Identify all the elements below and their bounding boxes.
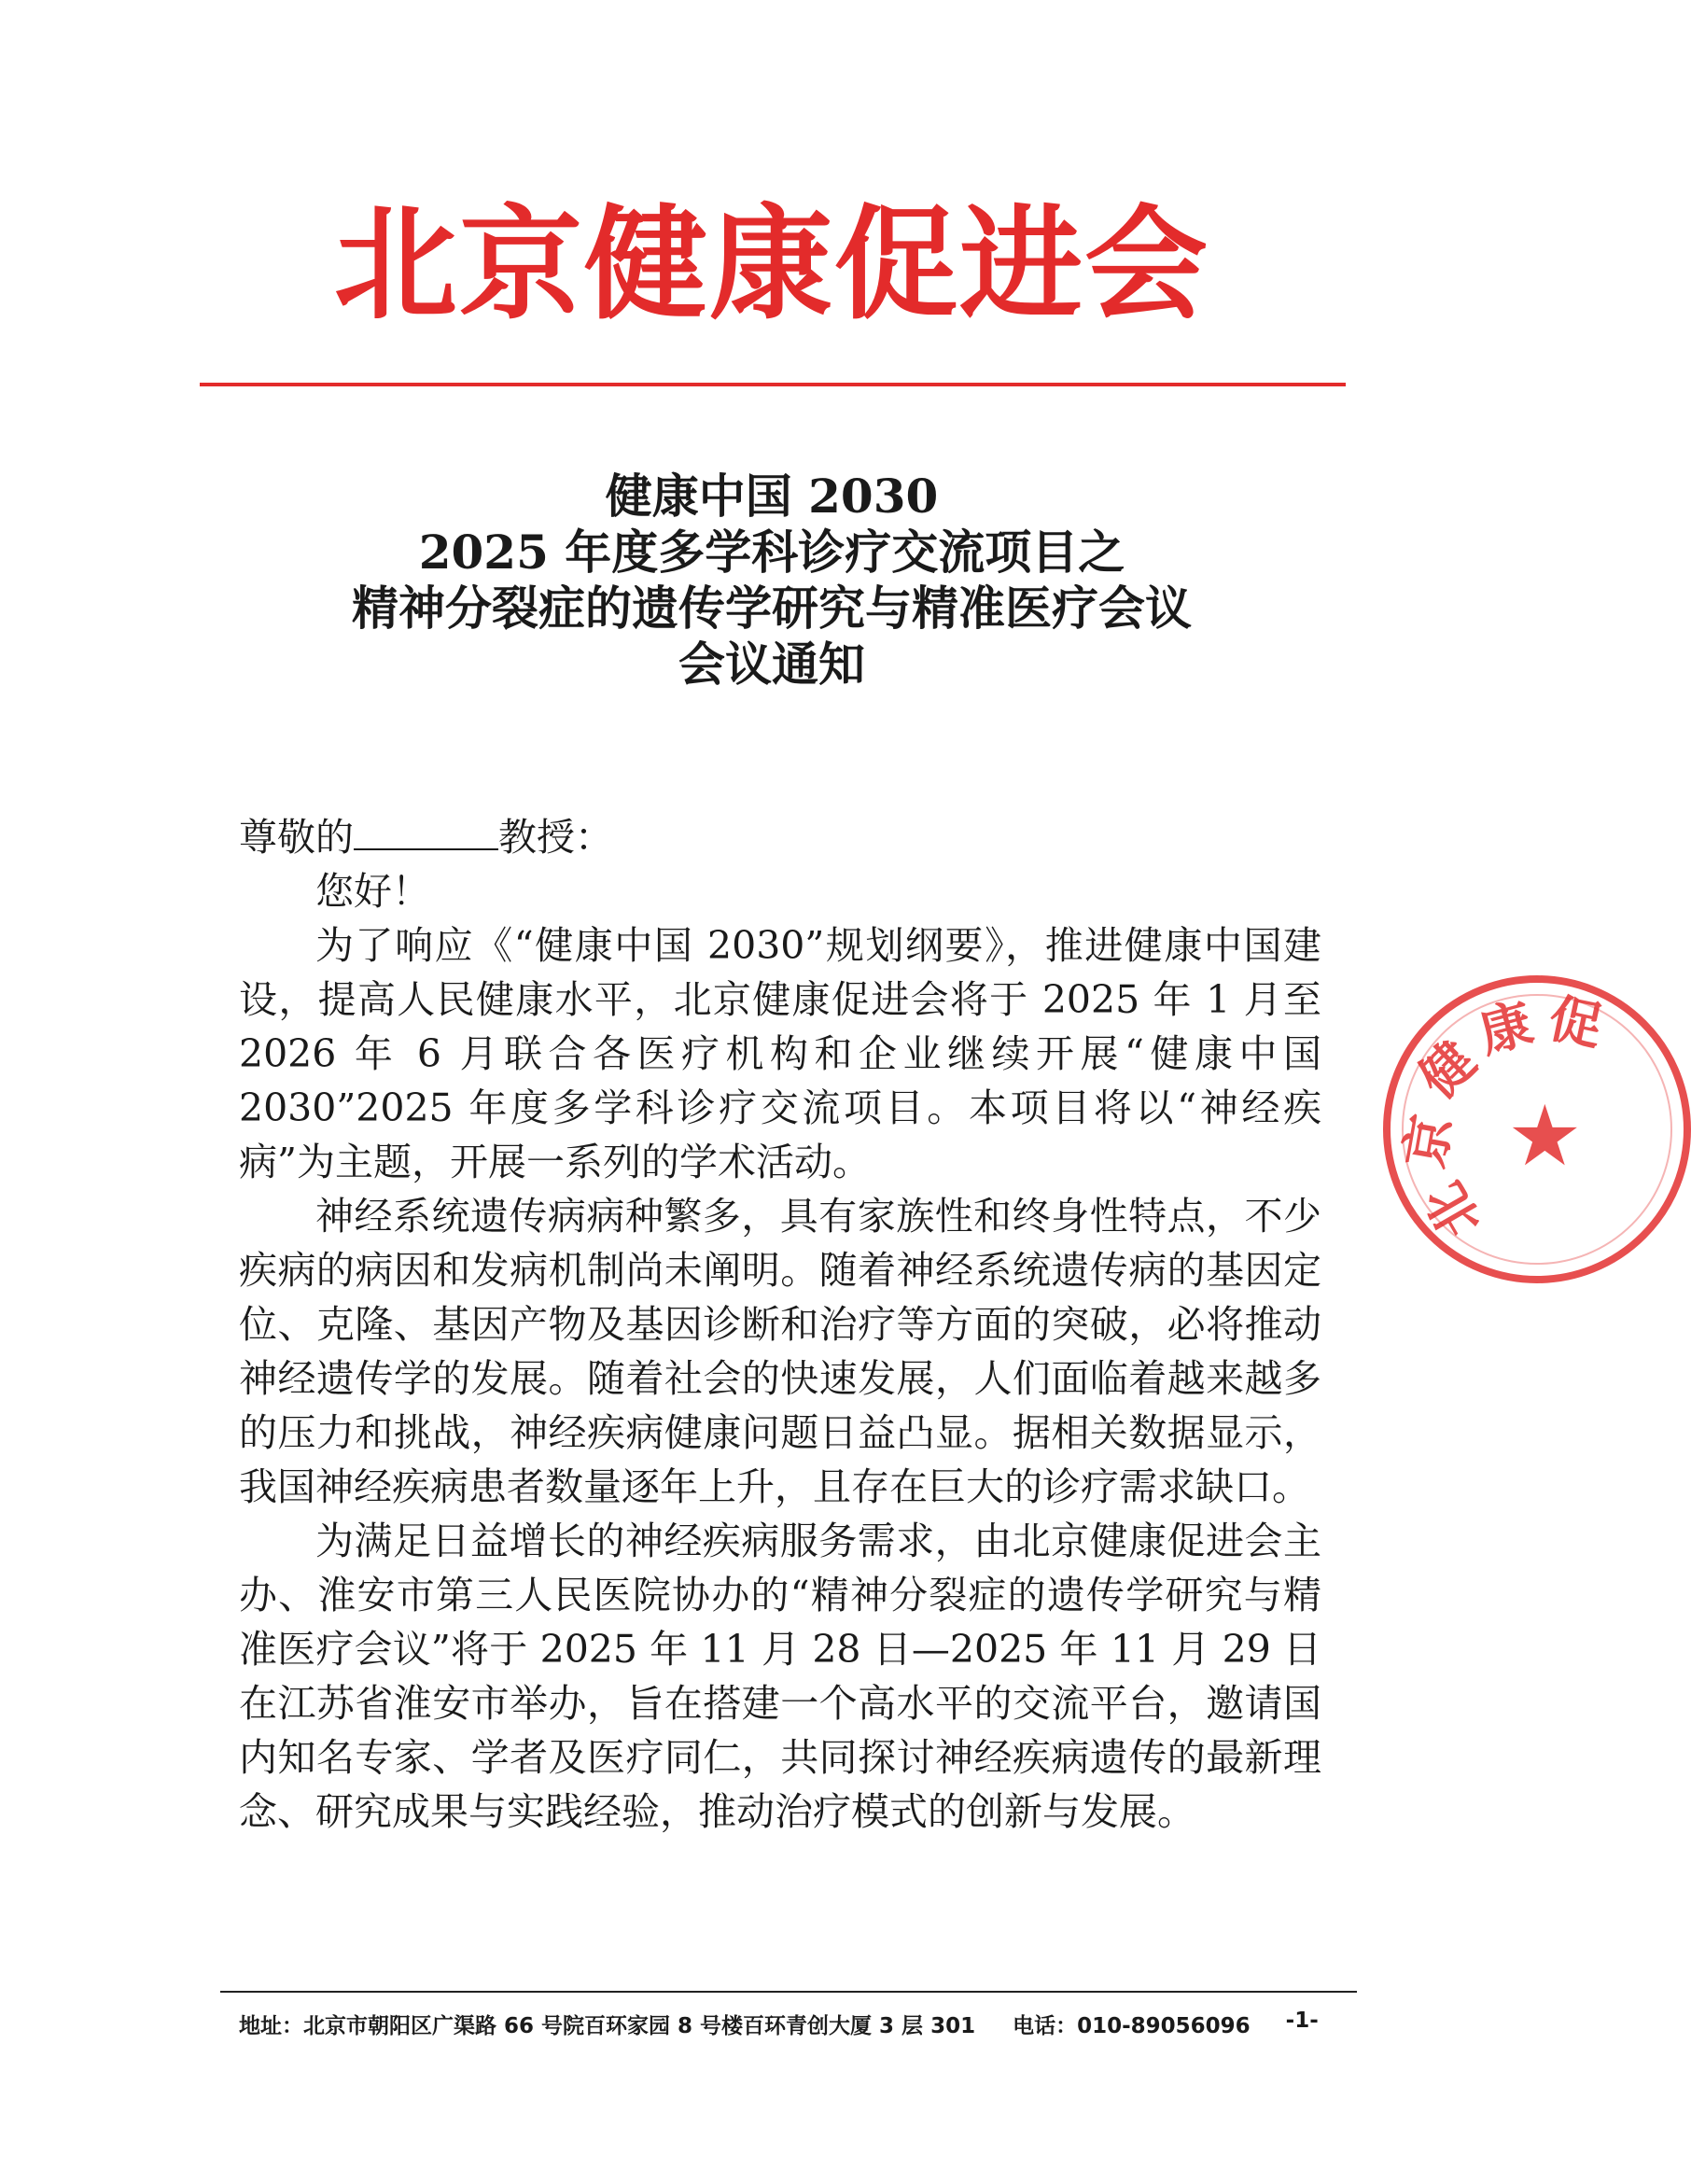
paragraph-3: 为满足日益增长的神经疾病服务需求，由北京健康促进会主办、淮安市第三人民医院协办的“精神分裂症的遗传学研究与精准医疗会议”将于 2025 年 11 月 28 日—2025 年 11 月 29 日在江苏省淮安市举办，旨在搭建一个高水平的交流平台，邀请国内知名专家、学者及医疗同仁，共同探讨神经疾病遗传的最新理念、研究成果与实践经验，推动治疗模式的创新与发展。 <box>239 1519 1321 1834</box>
paragraph-2: 神经系统遗传病病种繁多，具有家族性和终身性特点，不少疾病的病因和发病机制尚未阐明。随着神经系统遗传病的基因定位、克隆、基因产物及基因诊断和治疗等方面的突破，必将推动神经遗传学的发展。随着社会的快速发展，人们面临着越来越多的压力和挑战，神经疾病健康问题日益凸显。据相关数据显示，我国神经疾病患者数量逐年上升，且存在巨大的诊疗需求缺口。 <box>239 1194 1321 1509</box>
seal-char-1: 北 <box>1414 1171 1493 1248</box>
seal-char-2: 京 <box>1394 1110 1464 1173</box>
salutation-suffix: 教授： <box>498 815 613 860</box>
document-title <box>0 469 1544 693</box>
salutation-prefix: 尊敬的 <box>239 815 354 860</box>
greeting: 您好！ <box>315 869 430 914</box>
footer-divider <box>220 1991 1357 1993</box>
letterhead-divider <box>200 383 1346 386</box>
official-seal <box>1383 975 1691 1283</box>
paragraph-1: 为了响应《“健康中国 2030”规划纲要》，推进健康中国建设，提高人民健康水平，北京健康促进会将于 2025 年 1 月至 2026 年 6 月联合各医疗机构和企业继续开展“健康中国 2030”2025 年度多学科诊疗交流项目。本项目将以“神经疾病”为主题，开展一系列的学术活动。 <box>239 923 1321 1184</box>
footer-address: 地址：北京市朝阳区广渠路 66 号院百环家园 8 号楼百环青创大厦 3 层 301 <box>239 2014 976 2038</box>
organization-name: 北京健康促进会 <box>334 193 1209 337</box>
star-icon: ★ <box>1507 1087 1583 1185</box>
footer-phone: 电话：010-89056096 <box>1013 2014 1251 2038</box>
footer <box>239 2009 1349 2039</box>
page-number: -1- <box>1285 2009 1319 2033</box>
title-line-3: 精神分裂症的遗传学研究与精准医疗会议 <box>352 581 1192 636</box>
seal-char-3: 健 <box>1407 1029 1488 1111</box>
seal-char-5: 促 <box>1543 987 1608 1059</box>
title-line-1: 健康中国 2030 <box>605 469 939 524</box>
letter-body <box>239 810 1321 1839</box>
name-blank <box>354 813 498 850</box>
title-line-2: 2025 年度多学科诊疗交流项目之 <box>418 525 1125 580</box>
title-line-4: 会议通知 <box>678 637 865 692</box>
salutation <box>239 810 1321 864</box>
seal-char-4: 康 <box>1473 992 1540 1066</box>
